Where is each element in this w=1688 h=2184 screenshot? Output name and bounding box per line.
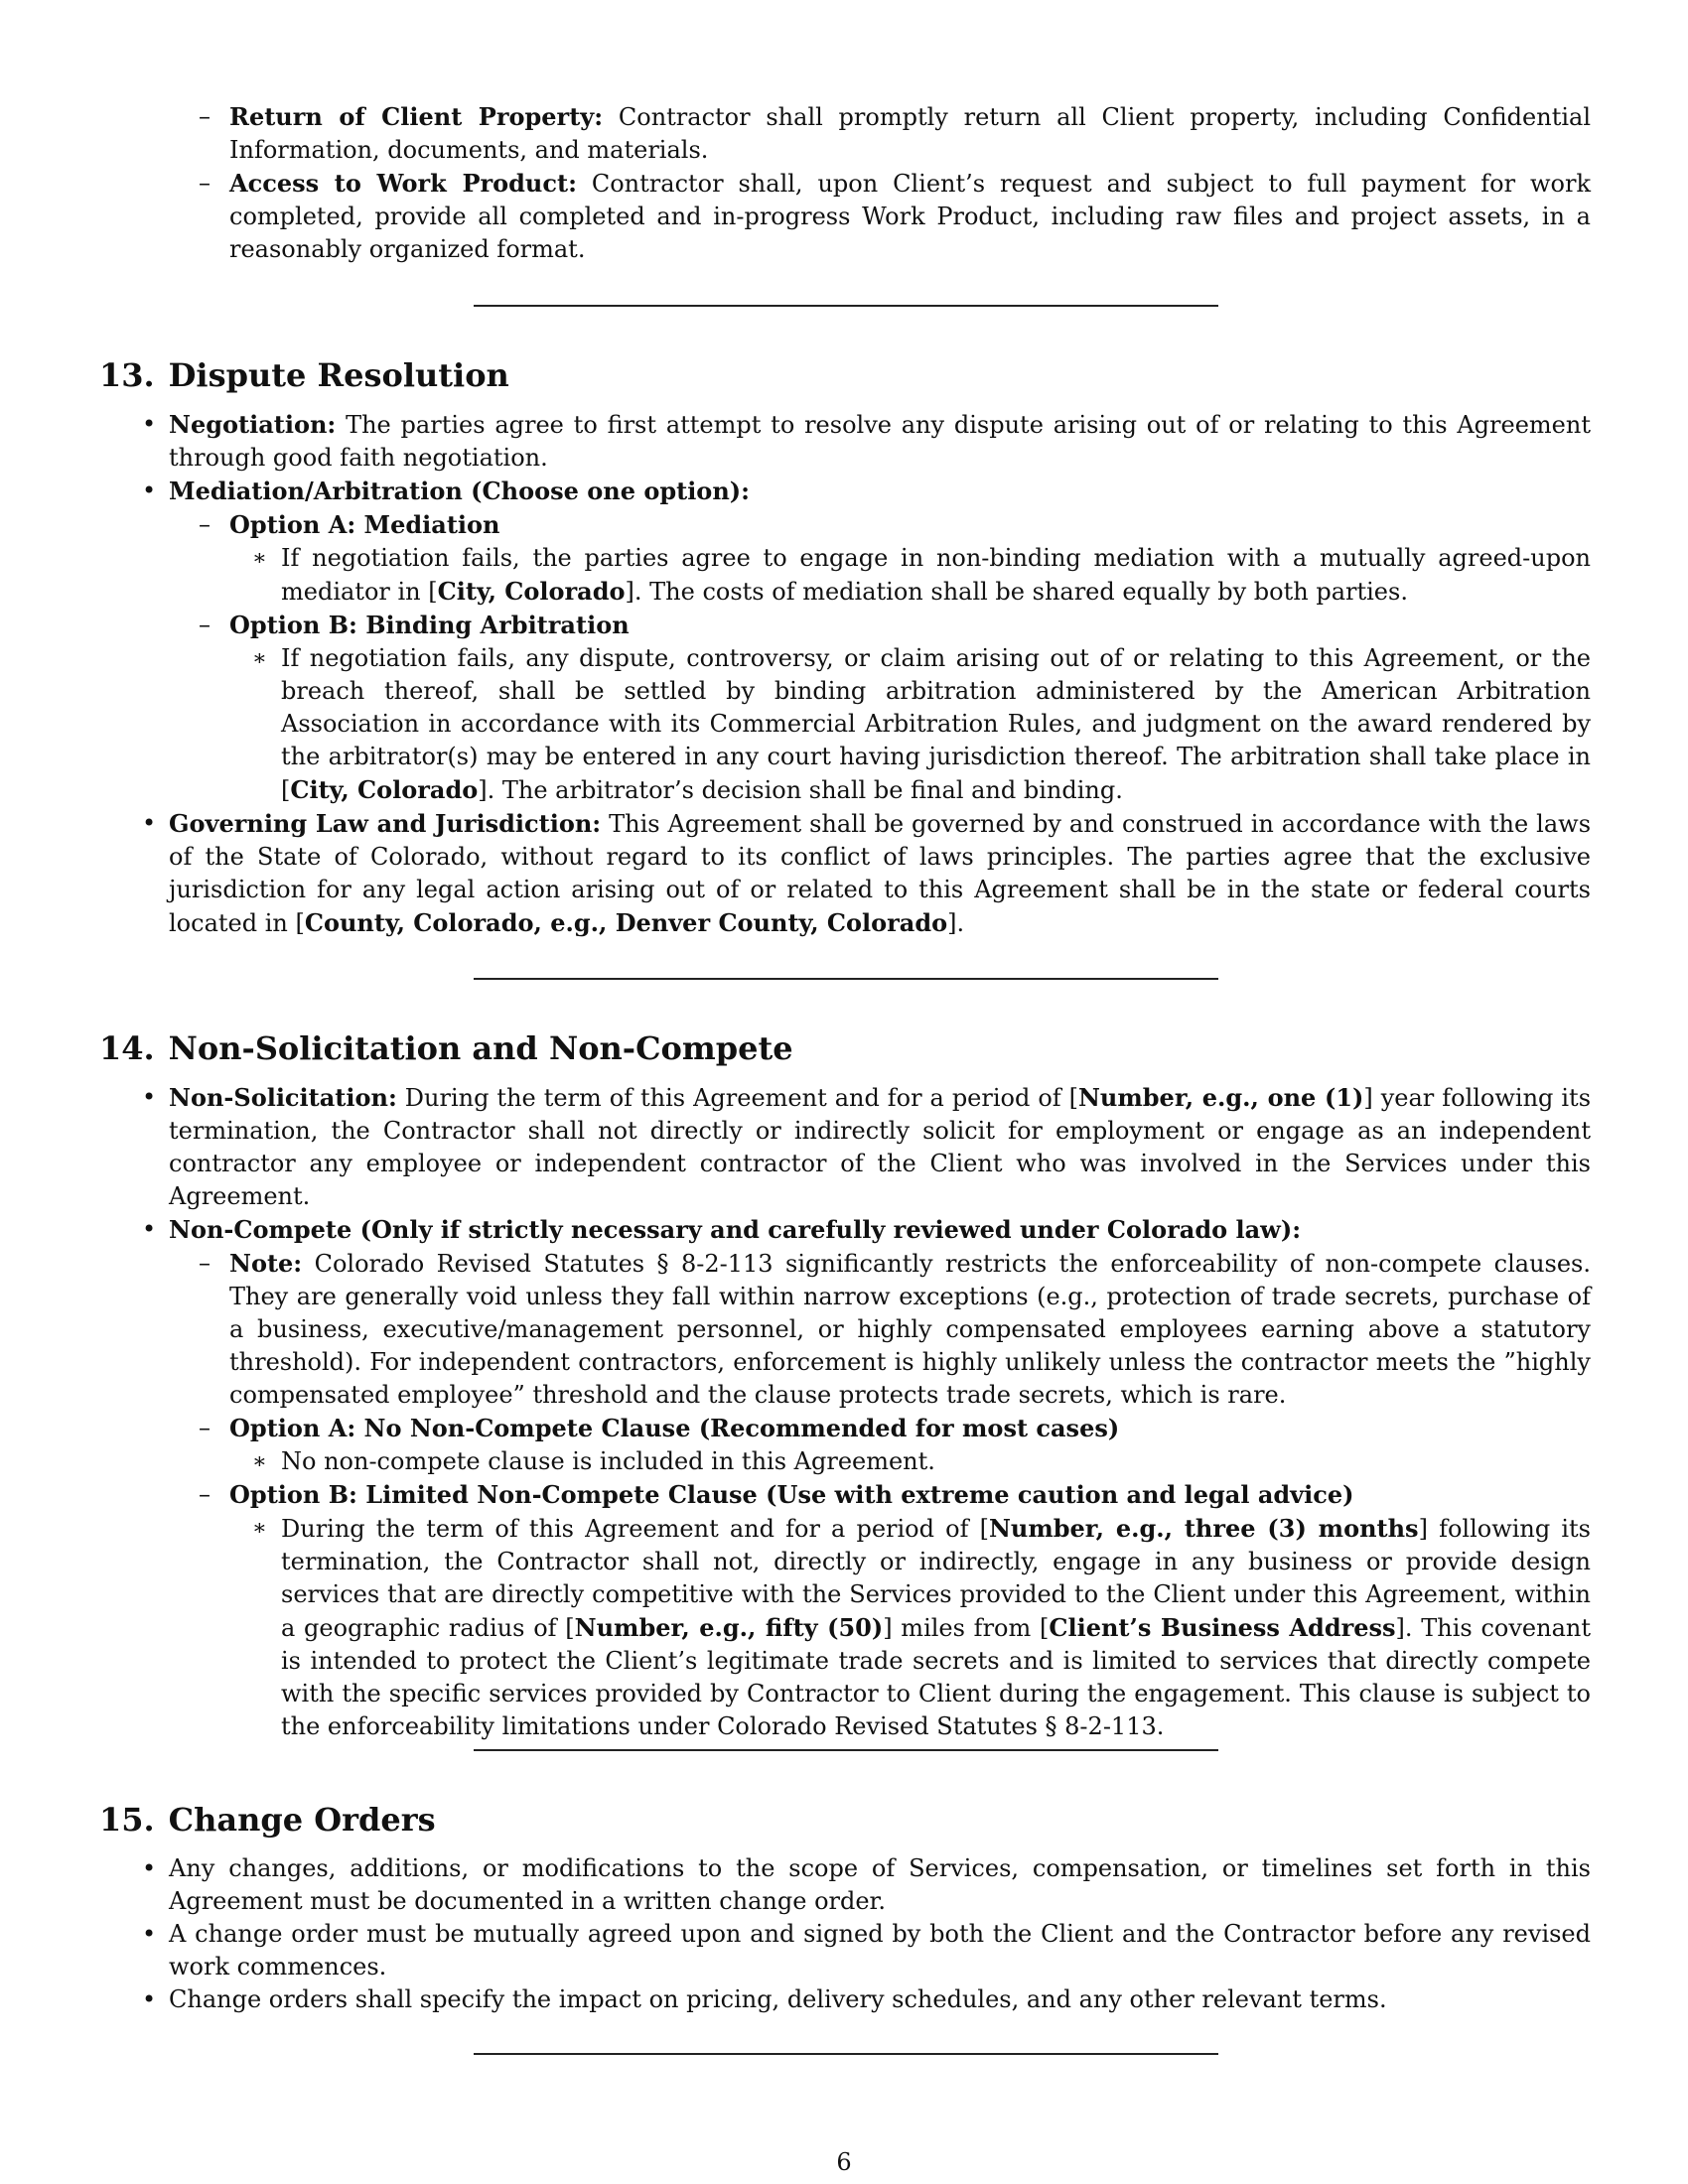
section-13-body	[0, 408, 1688, 940]
divider-rule	[0, 305, 1218, 307]
list-item	[142, 475, 1591, 508]
list-item	[199, 100, 1592, 167]
list-item: ∗ If negotiation fails, the parties agree to engage in non-binding mediation with a mutually agreed-upon mediator in [City, Colorado]. The costs of mediation shall be shared equally by both parties.	[252, 544, 1591, 606]
item-title: Negotiation:	[169, 410, 337, 439]
item-text: The parties agree to first attempt to resolve any dispute arising out of or relating to this Agreement through good faith negotiation.	[169, 411, 1591, 472]
section-number: 13.	[99, 356, 155, 394]
list-item: ∗ If negotiation fails, any dispute, controversy, or claim arising out of or relating to this Agreement, or the breach thereof, shall be settled by binding arbitration administered by the American Arbitration Association in accordance with its Commercial Arbitration Rules, and judgment on the award rendered by the arbitrator(s) may be entered in any court having jurisdiction thereof. The arbitration shall take place in [City, Colorado]. The arbitrator’s decision shall be final and binding.	[252, 644, 1591, 804]
list-item	[199, 167, 1591, 266]
item-title: Note:	[229, 1249, 303, 1278]
list-item	[199, 609, 1591, 642]
dash-marker: –	[199, 510, 211, 538]
list-item	[142, 1213, 1591, 1247]
list-item: • Change orders shall specify the impact on pricing, delivery schedules, and any other relevant terms.	[169, 1983, 1591, 2016]
item-title: Non-Solicitation:	[169, 1083, 397, 1112]
bullet-marker: •	[142, 1215, 157, 1243]
dash-marker: –	[199, 1480, 211, 1508]
section-number: 14.	[99, 1029, 155, 1067]
page-number: 6	[836, 2148, 852, 2176]
list-item	[142, 408, 1591, 475]
list-item	[199, 1412, 1591, 1445]
dash-marker: –	[199, 169, 211, 197]
option-title: Option B: Binding Arbitration	[229, 611, 630, 639]
section-13-heading	[99, 355, 509, 395]
bullet-marker: •	[142, 477, 157, 504]
option-title: Option A: Mediation	[229, 510, 500, 539]
section-14-heading	[99, 1028, 793, 1068]
dash-marker: –	[199, 1249, 211, 1277]
item-text: Contractor shall promptly return all Client property, including Confidential Information, documents, and materials.	[229, 103, 1592, 164]
bullet-marker: •	[142, 809, 157, 837]
divider-rule	[0, 1749, 1218, 1751]
dash-marker: –	[199, 1414, 211, 1441]
list-item	[199, 508, 1591, 542]
dash-marker: –	[199, 611, 211, 638]
divider-rule	[0, 978, 1218, 980]
bullet-marker: •	[142, 1985, 157, 2013]
asterisk-marker: ∗	[252, 1449, 267, 1474]
option-title: Option B: Limited Non-Compete Clause (Use with extreme caution and legal advice)	[229, 1480, 1354, 1509]
list-item: – Note: Colorado Revised Statutes § 8-2-113 significantly restricts the enforceability of non-compete clauses. They are generally void unless they fall within narrow exceptions (e.g., protection of trade secrets, purchase of a business, executive/management personnel, or highly compensated employees earning above a statutory threshold). For independent contractors, enforcement is highly unlikely unless the contractor meets the ”highly compensated employee” threshold and the clause protects trade secrets, which is rare.	[199, 1249, 1591, 1409]
bullet-marker: •	[142, 1083, 157, 1111]
dash-marker: –	[199, 102, 211, 130]
asterisk-marker: ∗	[252, 546, 267, 571]
item-title: Return of Client Property:	[229, 102, 604, 131]
section-15-body	[0, 1852, 1688, 2016]
section-12-continuation	[0, 100, 1688, 266]
item-title: Non-Compete (Only if strictly necessary and carefully reviewed under Colorado law):	[169, 1215, 1302, 1244]
asterisk-marker: ∗	[252, 646, 267, 671]
bullet-marker: •	[142, 1920, 157, 1948]
section-title: Change Orders	[168, 1801, 436, 1839]
bullet-marker: •	[142, 1854, 157, 1882]
section-title: Non-Solicitation and Non-Compete	[168, 1029, 793, 1067]
list-item: ∗ No non-compete clause is included in this Agreement.	[281, 1445, 1591, 1478]
list-item: ∗ During the term of this Agreement and for a period of [Number, e.g., three (3) months] following its termination, the Contractor shall not, directly or indirectly, engage in any business or provide design services that are directly competitive with the Services provided to the Client under this Agreement, within a geographic radius of [Number, e.g., fifty (50)] miles from [Client’s Business Address]. This covenant is intended to protect the Client’s legitimate trade secrets and is limited to services that directly compete with the specific services provided by Contractor to Client during the engagement. This clause is subject to the enforceability limitations under Colorado Revised Statutes § 8-2-113.	[252, 1514, 1592, 1740]
item-text: Contractor shall, upon Client’s request and subject to full payment for work completed, provide all completed and in-progress Work Product, including raw files and project assets, in a reasonably organized format.	[229, 170, 1591, 263]
option-title: Option A: No Non-Compete Clause (Recommended for most cases)	[229, 1414, 1120, 1442]
section-14-body	[0, 1081, 1688, 1743]
list-item	[199, 1478, 1591, 1512]
section-title: Dispute Resolution	[168, 356, 509, 394]
list-item: • Any changes, additions, or modifications to the scope of Services, compensation, or timelines set forth in this Agreement must be documented in a written change order.	[142, 1854, 1591, 1915]
list-item: • Governing Law and Jurisdiction: This Agreement shall be governed by and construed in accordance with the laws of the State of Colorado, without regard to its conflict of laws principles. The parties agree that the exclusive jurisdiction for any legal action arising out of or related to this Agreement shall be in the state or federal courts located in [County, Colorado, e.g., Denver County, Colorado].	[142, 809, 1592, 937]
divider-rule	[0, 2053, 1218, 2055]
asterisk-marker: ∗	[252, 1516, 267, 1541]
bullet-marker: •	[142, 410, 157, 438]
item-title: Access to Work Product:	[229, 169, 577, 198]
list-item: • Non-Solicitation: During the term of this Agreement and for a period of [Number, e.g., one (1)] year following its termination, the Contractor shall not directly or indirectly solicit for employment or engage as an independent contractor any employee or independent contractor of the Client who was involved in the Services under this Agreement.	[142, 1083, 1592, 1210]
section-number: 15.	[99, 1801, 155, 1839]
item-title: Mediation/Arbitration (Choose one option):	[169, 477, 750, 505]
list-item: • A change order must be mutually agreed upon and signed by both the Client and the Contractor before any revised work commences.	[142, 1920, 1591, 1980]
item-title: Governing Law and Jurisdiction:	[169, 809, 602, 838]
section-15-heading	[99, 1800, 436, 1840]
